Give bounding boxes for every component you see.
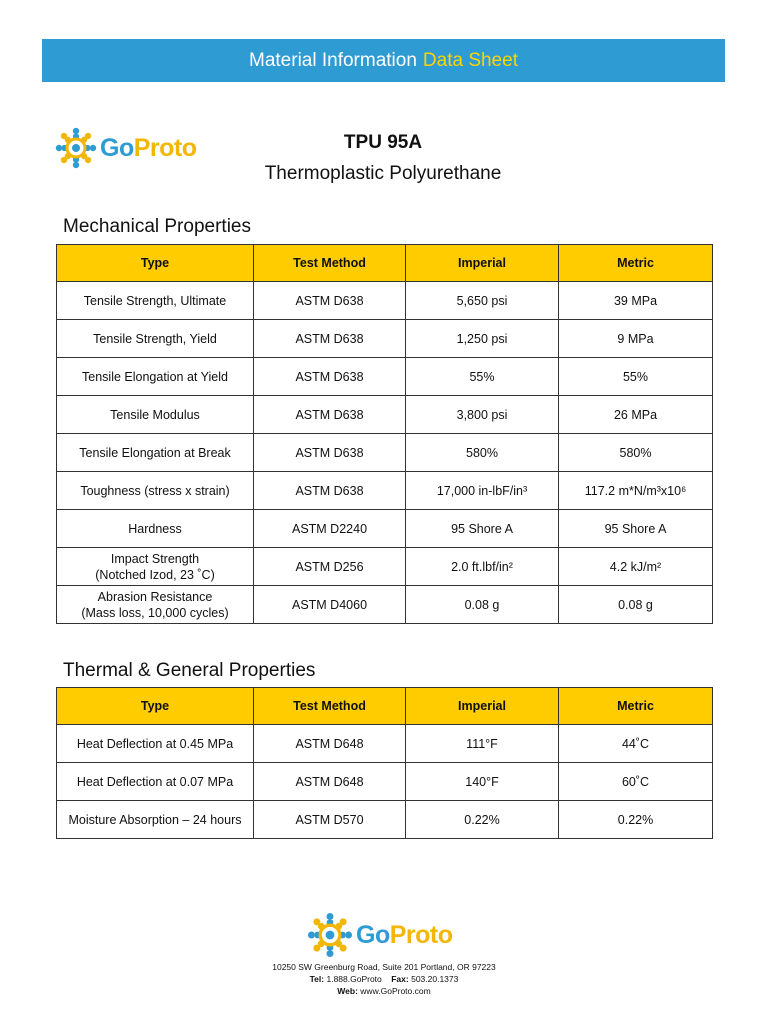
footer-contact <box>200 961 568 997</box>
table-row <box>57 358 713 396</box>
cell-test-method: ASTM D638 <box>254 472 406 510</box>
cell-type: Tensile Elongation at Yield <box>57 358 254 396</box>
product-name: TPU 95A <box>343 132 423 153</box>
cell-imperial: 5,650 psi <box>406 282 559 320</box>
logo-wordmark: GoProto <box>356 920 453 949</box>
cell-test-method: ASTM D648 <box>254 763 406 801</box>
cell-metric: 26 MPa <box>559 396 713 434</box>
table-row <box>57 396 713 434</box>
cell-test-method: ASTM D638 <box>254 358 406 396</box>
cell-test-method: ASTM D638 <box>254 396 406 434</box>
cell-test-method: ASTM D4060 <box>254 586 406 624</box>
header-metric: Metric <box>559 688 713 725</box>
cell-metric: 60˚C <box>559 763 713 801</box>
cell-metric: 117.2 m*N/m³x10⁶ <box>559 472 713 510</box>
cell-type: Tensile Strength, Ultimate <box>57 282 254 320</box>
cell-metric: 44˚C <box>559 725 713 763</box>
cell-test-method: ASTM D638 <box>254 320 406 358</box>
header-banner <box>42 39 725 82</box>
table-row <box>57 434 713 472</box>
cell-metric: 9 MPa <box>559 320 713 358</box>
table-row <box>57 801 713 839</box>
cell-imperial: 0.22% <box>406 801 559 839</box>
table-row <box>57 763 713 801</box>
header-metric: Metric <box>559 245 713 282</box>
cell-type: Tensile Elongation at Break <box>57 434 254 472</box>
cell-metric: 0.08 g <box>559 586 713 624</box>
cell-metric: 95 Shore A <box>559 510 713 548</box>
cell-imperial: 2.0 ft.lbf/in² <box>406 548 559 586</box>
cell-imperial: 580% <box>406 434 559 472</box>
cell-test-method: ASTM D570 <box>254 801 406 839</box>
cell-metric: 39 MPa <box>559 282 713 320</box>
footer-web-link[interactable]: www.GoProto.com <box>360 986 431 996</box>
cell-test-method: ASTM D648 <box>254 725 406 763</box>
cell-imperial: 0.08 g <box>406 586 559 624</box>
goproto-logo <box>54 126 197 170</box>
footer-logo <box>306 911 453 959</box>
cell-test-method: ASTM D2240 <box>254 510 406 548</box>
table-row <box>57 586 713 624</box>
header-type: Type <box>57 245 254 282</box>
mechanical-section-title: Mechanical Properties <box>63 216 251 237</box>
table-row <box>57 725 713 763</box>
cell-type: Tensile Strength, Yield <box>57 320 254 358</box>
cell-test-method: ASTM D638 <box>254 282 406 320</box>
mechanical-properties-table <box>56 244 713 624</box>
cell-type: Impact Strength (Notched Izod, 23 ˚C) <box>57 548 254 586</box>
logo-wordmark: GoProto <box>100 133 197 162</box>
header-imperial: Imperial <box>406 688 559 725</box>
cell-metric: 0.22% <box>559 801 713 839</box>
cell-type: Toughness (stress x strain) <box>57 472 254 510</box>
footer-fax: 503.20.1373 <box>411 974 459 984</box>
cell-imperial: 1,250 psi <box>406 320 559 358</box>
header-imperial: Imperial <box>406 245 559 282</box>
thermal-properties-table <box>56 687 713 839</box>
cell-test-method: ASTM D638 <box>254 434 406 472</box>
footer-address: 10250 SW Greenburg Road, Suite 201 Portland, OR 97223 <box>272 962 496 972</box>
header-test-method: Test Method <box>254 688 406 725</box>
cell-imperial: 95 Shore A <box>406 510 559 548</box>
cell-imperial: 3,800 psi <box>406 396 559 434</box>
cell-type: Heat Deflection at 0.07 MPa <box>57 763 254 801</box>
cell-imperial: 55% <box>406 358 559 396</box>
cell-imperial: 111°F <box>406 725 559 763</box>
table-header-row <box>57 245 713 282</box>
cell-metric: 4.2 kJ/m² <box>559 548 713 586</box>
table-row <box>57 320 713 358</box>
table-row <box>57 510 713 548</box>
banner-title: Material Information <box>249 49 417 71</box>
footer-phone-line: Tel: 1.888.GoProto Fax: 503.20.1373 <box>309 974 459 984</box>
cell-type: Abrasion Resistance (Mass loss, 10,000 cycles) <box>57 586 254 624</box>
table-row <box>57 548 713 586</box>
table-row <box>57 472 713 510</box>
product-description: Thermoplastic Polyurethane <box>264 163 502 184</box>
header-type: Type <box>57 688 254 725</box>
cell-metric: 55% <box>559 358 713 396</box>
table-header-row <box>57 688 713 725</box>
cell-metric: 580% <box>559 434 713 472</box>
cell-imperial: 17,000 in-lbF/in³ <box>406 472 559 510</box>
thermal-section-title: Thermal & General Properties <box>63 660 316 681</box>
cell-type: Heat Deflection at 0.45 MPa <box>57 725 254 763</box>
cell-test-method: ASTM D256 <box>254 548 406 586</box>
footer-tel: 1.888.GoProto <box>326 974 382 984</box>
header-test-method: Test Method <box>254 245 406 282</box>
cell-type: Tensile Modulus <box>57 396 254 434</box>
cell-type: Moisture Absorption – 24 hours <box>57 801 254 839</box>
table-row <box>57 282 713 320</box>
footer-web-line: Web: www.GoProto.com <box>337 986 431 996</box>
cell-type: Hardness <box>57 510 254 548</box>
product-title-block <box>230 132 536 185</box>
gear-people-icon <box>54 126 98 170</box>
cell-imperial: 140°F <box>406 763 559 801</box>
banner-accent: Data Sheet <box>422 49 518 71</box>
gear-people-icon <box>306 911 354 959</box>
